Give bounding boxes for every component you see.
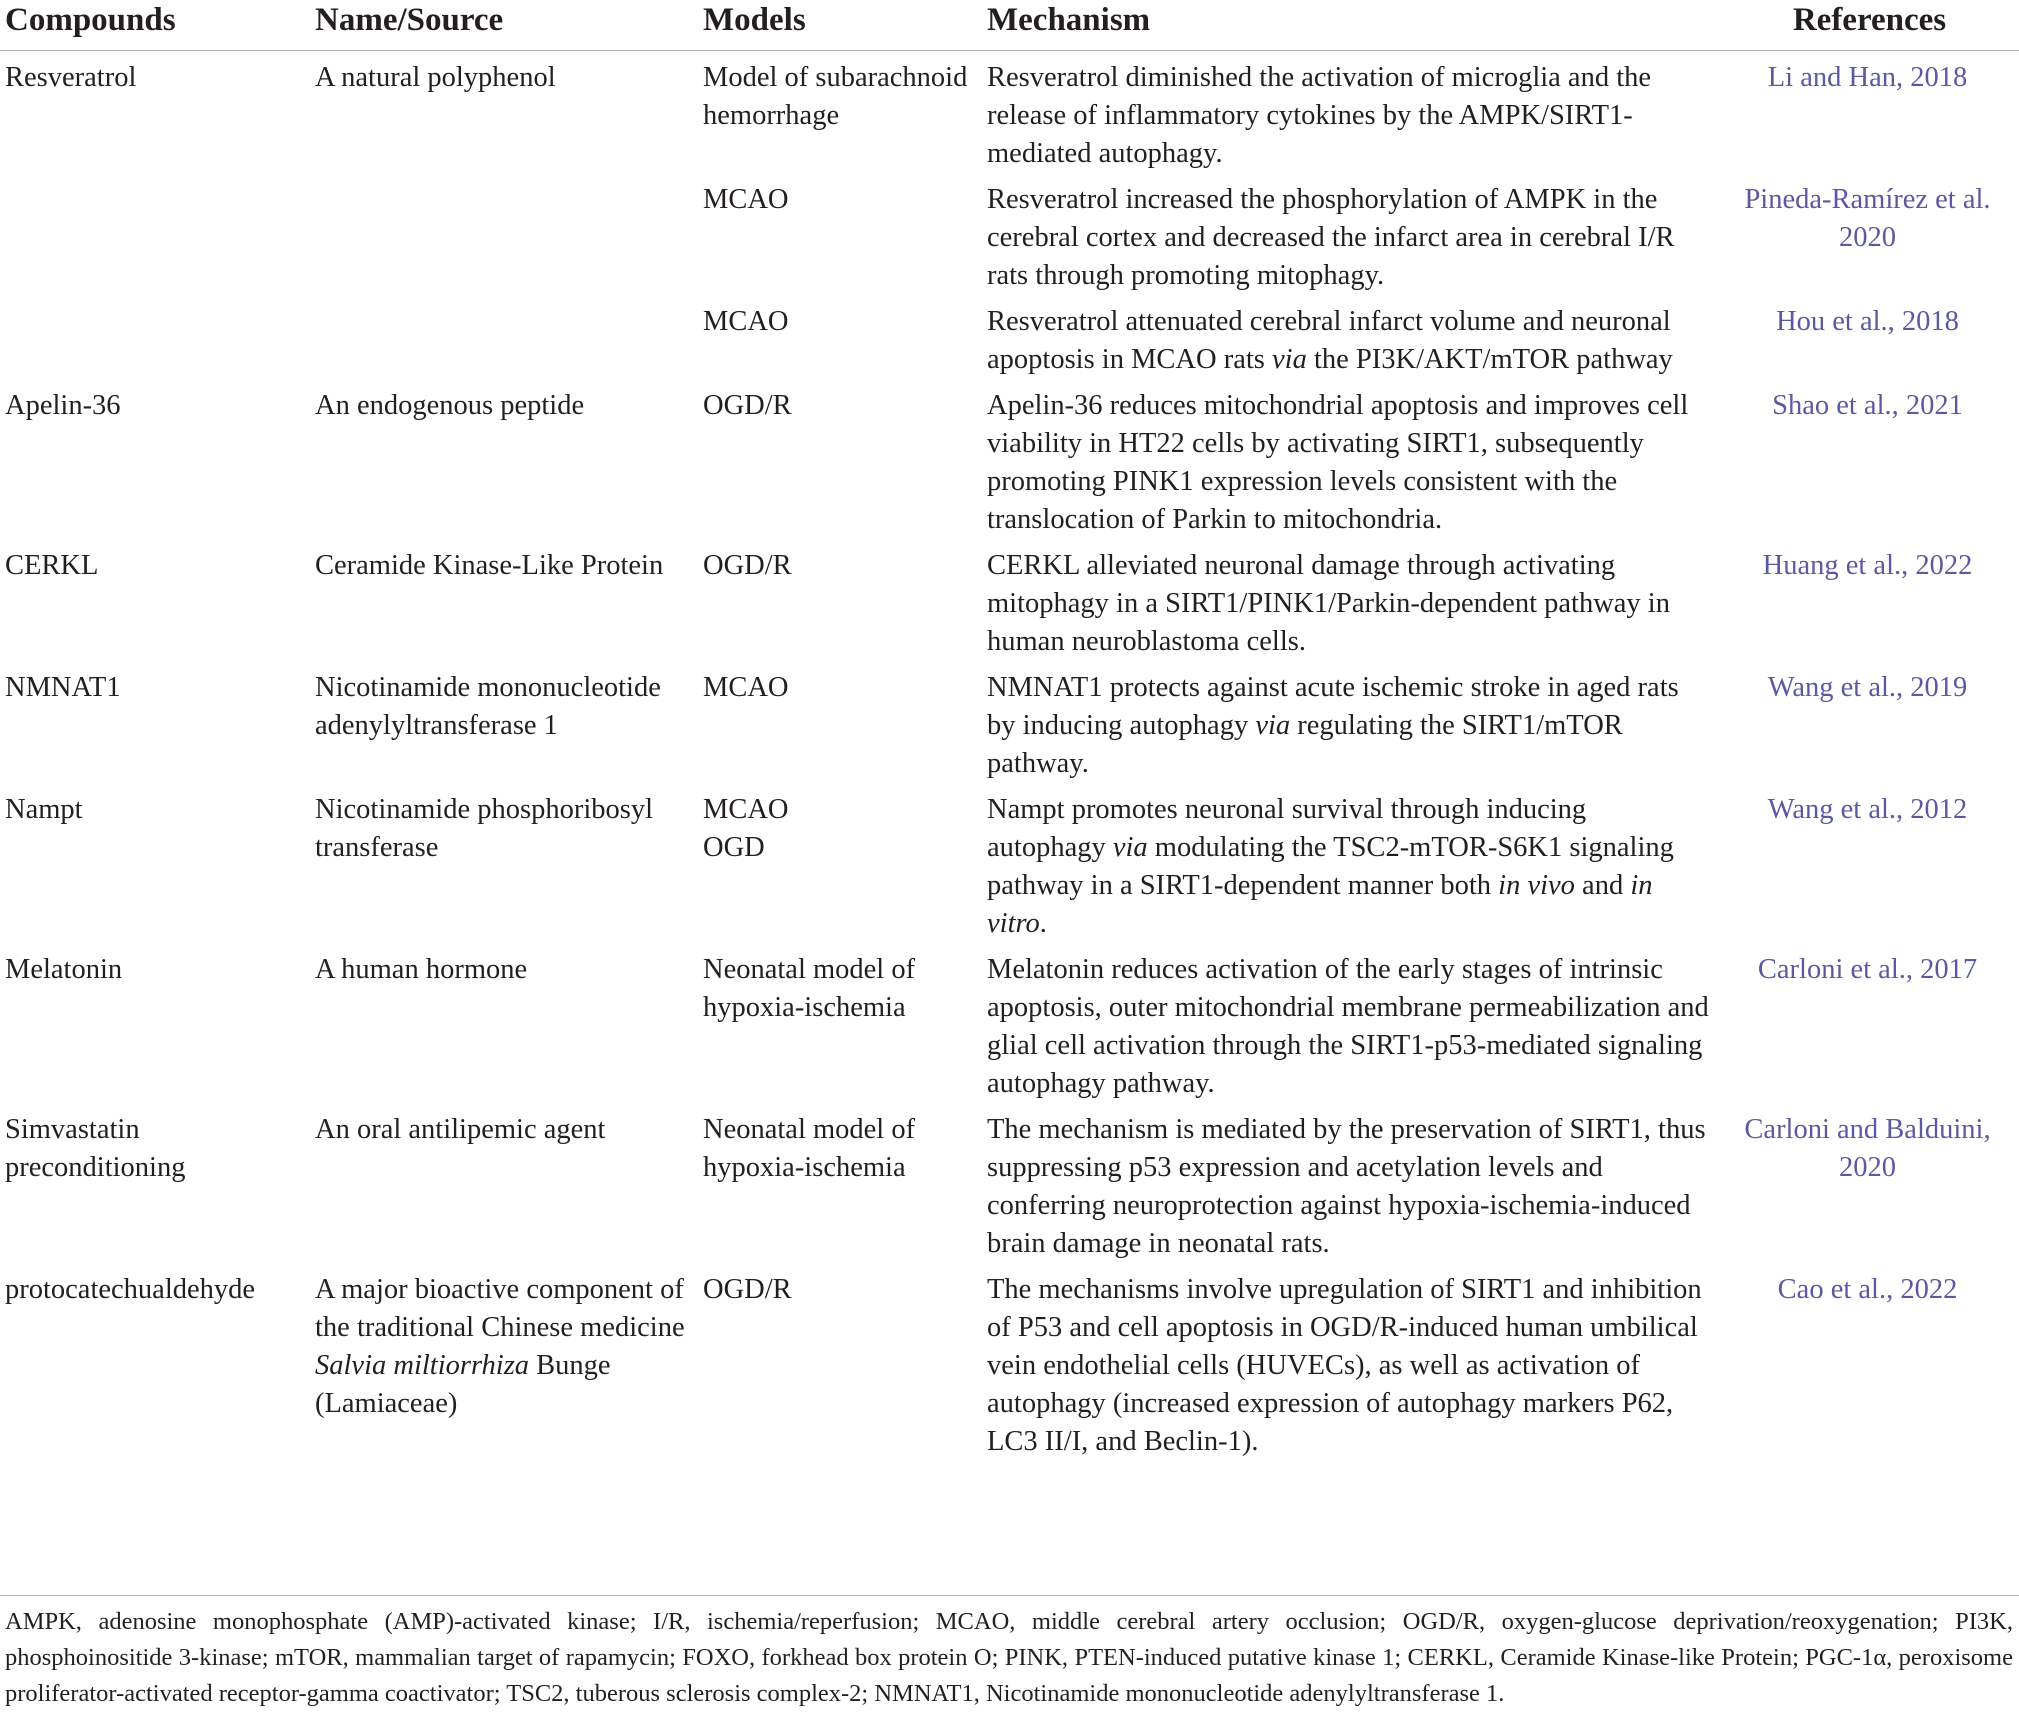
compound-cell: Nampt — [5, 794, 83, 825]
compound-cell: CERKL — [5, 550, 99, 581]
model-cell: MCAO — [703, 672, 789, 703]
name-source-cell: A major bioactive component of the traditional Chinese medicine Salvia miltiorrhiza Bunge (Lamiaceae) — [315, 1274, 685, 1419]
reference-link[interactable]: Shao et al., 2021 — [1772, 390, 1963, 421]
mechanism-cell: Melatonin reduces activation of the early stages of intrinsic apoptosis, outer mitochondrial membrane permeabilization and glial cell activation through the SIRT1-p53-mediated signaling autophagy pathway. — [987, 954, 1709, 1099]
reference-link[interactable]: Huang et al., 2022 — [1762, 550, 1973, 581]
mechanism-cell: CERKL alleviated neuronal damage through activating mitophagy in a SIRT1/PINK1/Parkin-dependent pathway in human neuroblastoma cells. — [987, 550, 1670, 657]
model-cell: OGD/R — [703, 550, 792, 581]
name-source-cell: Ceramide Kinase-Like Protein — [315, 550, 664, 581]
name-source-cell: Nicotinamide phosphoribosyl transferase — [315, 794, 654, 863]
compound-cell: NMNAT1 — [5, 672, 121, 703]
mechanism-cell: Resveratrol diminished the activation of microglia and the release of inflammatory cytokines by the AMPK/SIRT1-mediated autophagy. — [987, 62, 1652, 169]
reference-link[interactable]: Cao et al., 2022 — [1777, 1274, 1958, 1305]
header-references: References — [1715, 0, 2019, 51]
reference-cell — [1715, 661, 2019, 783]
reference-link[interactable]: Wang et al., 2012 — [1767, 794, 1968, 825]
model-cell: MCAO — [703, 184, 789, 215]
model-cell: OGD/R — [703, 390, 792, 421]
reference-cell — [1715, 379, 2019, 539]
reference-link[interactable]: Li and Han, 2018 — [1767, 62, 1968, 93]
header-mechanism: Mechanism — [982, 0, 1715, 51]
compound-cell: protocatechualdehyde — [5, 1274, 256, 1305]
reference-link[interactable]: Wang et al., 2019 — [1767, 672, 1968, 703]
table-header-row — [0, 0, 2019, 51]
name-source-cell: Nicotinamide mononucleotide adenylyltransferase 1 — [315, 672, 661, 741]
reference-cell — [1715, 539, 2019, 661]
name-source-cell: A human hormone — [315, 954, 528, 985]
table-footnote: AMPK, adenosine monophosphate (AMP)-activated kinase; I/R, ischemia/reperfusion; MCAO, middle cerebral artery occlusion; OGD/R, oxygen-glucose deprivation/reoxygenation; PI3K, phosphoinositide 3-kinase; mTOR, mammalian target of rapamycin; FOXO, forkhead box protein O; PINK, PTEN-induced putative kinase 1; CERKL, Ceramide Kinase-like Protein; PGC-1α, peroxisome proliferator-activated receptor-gamma coactivator; TSC2, tuberous sclerosis complex-2; NMNAT1, Nicotinamide mononucleotide adenylyltransferase 1. — [5, 1608, 2013, 1707]
reference-cell — [1715, 295, 2019, 379]
reference-link[interactable]: Pineda-Ramírez et al. 2020 — [1744, 184, 1991, 253]
model-cell: OGD/R — [703, 1274, 792, 1305]
mechanism-cell: NMNAT1 protects against acute ischemic stroke in aged rats by inducing autophagy via regulating the SIRT1/mTOR pathway. — [987, 672, 1679, 779]
reference-link[interactable]: Hou et al., 2018 — [1776, 306, 1959, 337]
name-source-cell: An oral antilipemic agent — [315, 1114, 606, 1145]
compound-cell: Resveratrol — [5, 62, 137, 93]
model-cell: Neonatal model of hypoxia-ischemia — [703, 1114, 916, 1183]
name-source-cell: A natural polyphenol — [315, 62, 556, 93]
reference-link[interactable]: Carloni and Balduini, 2020 — [1744, 1114, 1991, 1183]
table-row — [0, 539, 2019, 661]
table-row — [0, 1263, 2019, 1461]
mechanism-cell: Resveratrol attenuated cerebral infarct volume and neuronal apoptosis in MCAO rats via the PI3K/AKT/mTOR pathway — [987, 306, 1673, 375]
reference-cell — [1715, 943, 2019, 1103]
mechanism-cell: Apelin-36 reduces mitochondrial apoptosis and improves cell viability in HT22 cells by activating SIRT1, subsequently promoting PINK1 expression levels consistent with the translocation of Parkin to mitochondria. — [987, 390, 1689, 535]
table-row — [0, 51, 2019, 174]
table-row — [0, 1103, 2019, 1263]
model-cell: MCAO OGD — [703, 794, 789, 863]
table-row — [0, 379, 2019, 539]
header-models: Models — [698, 0, 982, 51]
mechanism-cell: The mechanisms involve upregulation of SIRT1 and inhibition of P53 and cell apoptosis in OGD/R-induced human umbilical vein endothelial cells (HUVECs), as well as activation of autophagy (increased expression of autophagy markers P62, LC3 II/I, and Beclin-1). — [987, 1274, 1702, 1457]
header-name-source: Name/Source — [310, 0, 698, 51]
table-row — [0, 661, 2019, 783]
table-row — [0, 783, 2019, 943]
compound-cell: Simvastatin preconditioning — [5, 1114, 186, 1183]
model-cell: Neonatal model of hypoxia-ischemia — [703, 954, 916, 1023]
reference-cell — [1715, 783, 2019, 943]
table-row — [0, 943, 2019, 1103]
name-source-cell: An endogenous peptide — [315, 390, 585, 421]
compound-cell: Melatonin — [5, 954, 123, 985]
reference-cell — [1715, 1103, 2019, 1263]
reference-cell — [1715, 51, 2019, 174]
table-bottom-rule — [0, 1595, 2019, 1596]
compound-cell: Apelin-36 — [5, 390, 121, 421]
reference-link[interactable]: Carloni et al., 2017 — [1757, 954, 1978, 985]
mechanism-cell: Nampt promotes neuronal survival through inducing autophagy via modulating the TSC2-mTOR-S6K1 signaling pathway in a SIRT1-dependent manner both in vivo and in vitro. — [987, 794, 1674, 939]
model-cell: MCAO — [703, 306, 789, 337]
mechanism-cell: The mechanism is mediated by the preservation of SIRT1, thus suppressing p53 expression and acetylation levels and conferring neuroprotection against hypoxia-ischemia-induced brain damage in neonatal rats. — [987, 1114, 1706, 1259]
mechanism-cell: Resveratrol increased the phosphorylation of AMPK in the cerebral cortex and decreased the infarct area in cerebral I/R rats through promoting mitophagy. — [987, 184, 1675, 291]
reference-cell — [1715, 173, 2019, 295]
header-compounds: Compounds — [0, 0, 310, 51]
model-cell: Model of subarachnoid hemorrhage — [703, 62, 968, 131]
reference-cell — [1715, 1263, 2019, 1461]
